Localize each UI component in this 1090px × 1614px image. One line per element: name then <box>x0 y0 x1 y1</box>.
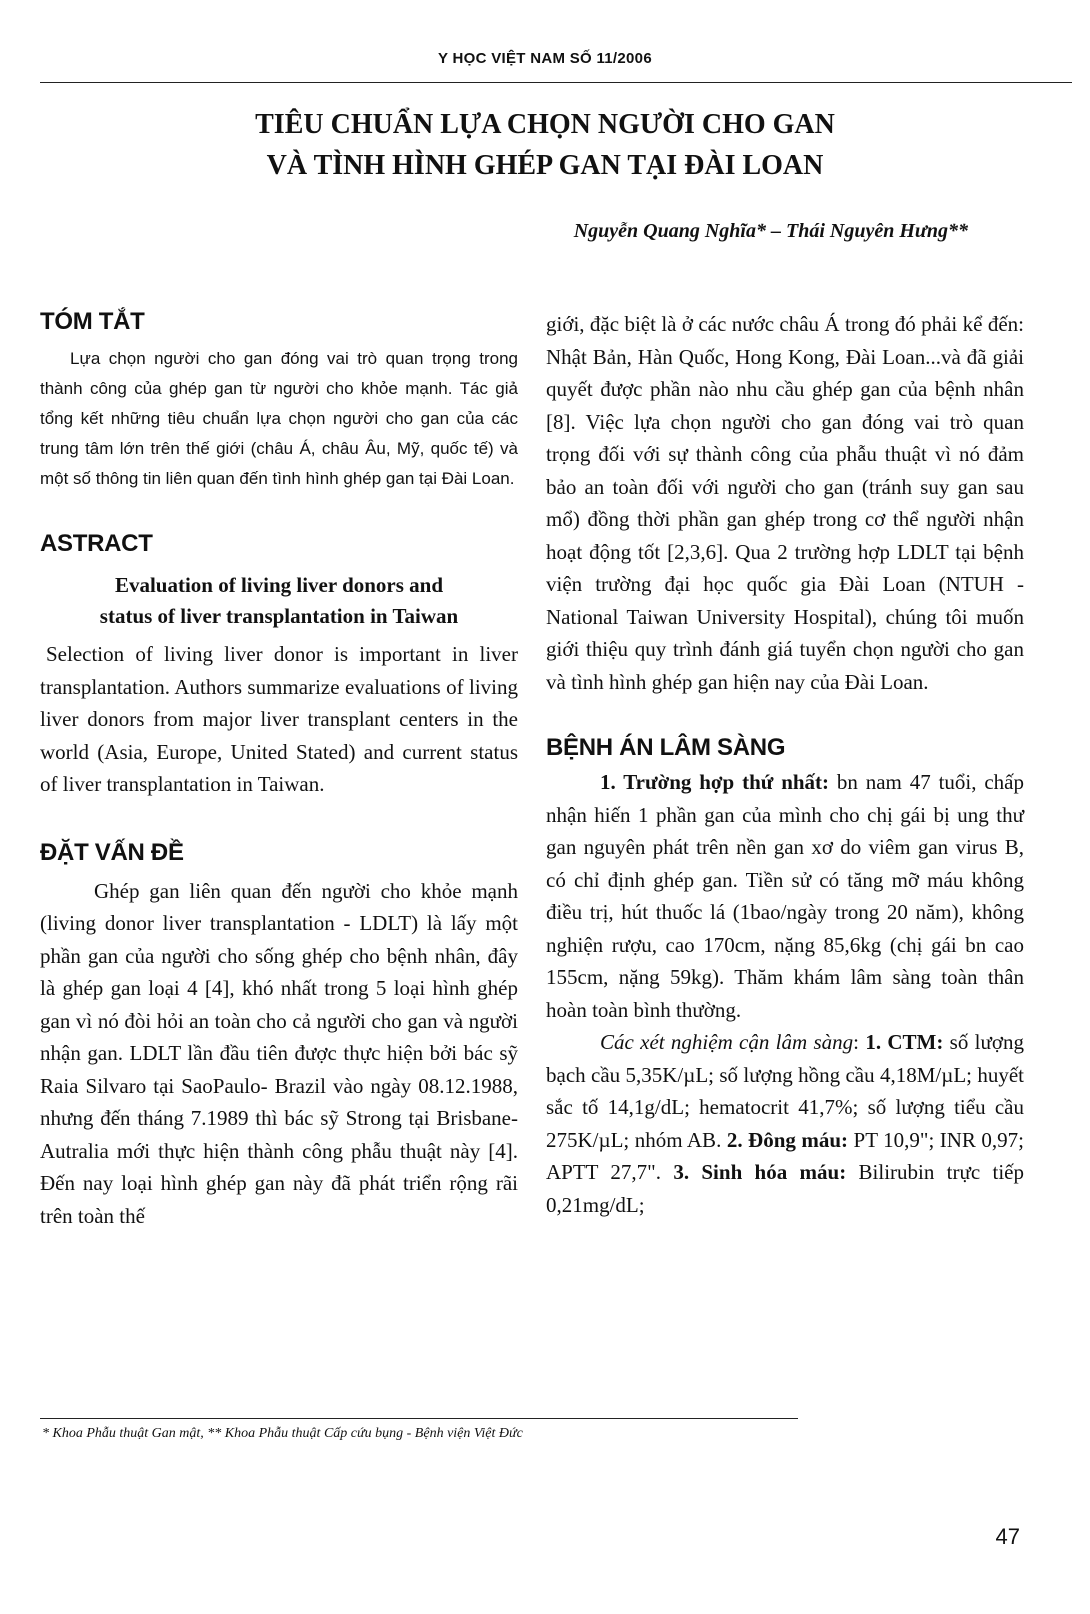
ctm-text: số lượng bạch cầu 5,35K/µL; số lượng hồng cầu 4,18M/µL; huyết sắc tố 14,1g/dL; hematocrit 41,7%; số lượng tiểu cầu 275K/µL; nhóm AB. <box>546 1030 1024 1152</box>
coag-text: PT 10,9"; INR 0,97; APTT 27,7". <box>546 1127 1024 1184</box>
bio-text: Bilirubin trực tiếp 0,21mg/dL; <box>546 1160 1025 1217</box>
intro-text-continued: giới, đặc biệt là ở các nước châu Á trong đó phải kể đến: Nhật Bản, Hàn Quốc, Hong Kong, Đài Loan...và đã giải quyết được phần nào nhu cầu ghép gan của bệnh nhân [8]. Việc lựa chọn người cho gan đóng vai trò quan trọng đối với sự thành công của phẫu thuật vì nó đảm bảo an toàn đối với người cho gan (tránh suy gan sau mổ) đồng thời phần gan ghép trong cơ thể người nhận hoạt động tốt [2,3,6]. Qua 2 trường hợp LDLT tại bệnh viện trường đại học quốc gia Đài Loan (NTUH - National Taiwan University Hospital), chúng tôi muốn giới thiệu quy trình đánh giá tuyển chọn người cho gan và tình hình ghép gan hiện nay của Đài Loan. <box>546 312 1024 694</box>
clinical-heading: BỆNH ÁN LÂM SÀNG <box>546 734 786 761</box>
summary-body: Lựa chọn người cho gan đóng vai trò quan trọng trong thành công của ghép gan từ người cho khỏe mạnh. Tác giả tổng kết những tiêu chuẩn lựa chọn người cho gan của các trung tâm lớn trên thế giới (châu Á, châu Âu, Mỹ, quốc tế) và một số thông tin liên quan đến tình hình ghép gan tại Đài Loan. <box>40 349 518 488</box>
ctm-label: 1. CTM: <box>865 1030 944 1054</box>
journal-header: Y HỌC VIỆT NAM SỐ 11/2006 <box>438 50 652 67</box>
article-title <box>0 104 1090 186</box>
summary-text <box>40 344 518 494</box>
intro-heading: ĐẶT VẤN ĐỀ <box>40 838 184 866</box>
header-rule <box>40 82 1072 83</box>
page-number: 47 <box>995 1524 1020 1549</box>
summary-heading: TÓM TẮT <box>40 308 145 335</box>
left-column <box>40 308 518 1232</box>
case1-text: bn nam 47 tuổi, chấp nhận hiến 1 phần gan của mình cho chị gái bị ung thư gan nguyên phát trên nền gan xơ do viêm gan virus B, có chỉ định ghép gan. Tiền sử có tăng mỡ máu không điều trị, hút thuốc lá (1bao/ngày trong 20 năm), không nghiện rượu, cao 170cm, nặng 85,6kg (chị gái bn cao 155cm, nặng 59kg). Thăm khám lâm sàng toàn thân hoàn toàn bình thường. <box>546 770 1024 1022</box>
title-line-1: TIÊU CHUẨN LỰA CHỌN NGƯỜI CHO GAN <box>255 109 835 140</box>
abstract-title-line-2: status of liver transplantation in Taiwan <box>99 604 459 628</box>
abstract-title-line-1: Evaluation of living liver donors and <box>114 573 444 597</box>
lab-intro: Các xét nghiệm cận lâm sàng <box>600 1030 854 1054</box>
right-column <box>546 308 1024 1221</box>
abstract-title <box>40 570 518 632</box>
title-line-2: VÀ TÌNH HÌNH GHÉP GAN TẠI ĐÀI LOAN <box>266 150 824 181</box>
abstract-heading: ASTRACT <box>40 530 153 557</box>
footnote: * Khoa Phẫu thuật Gan mật, ** Khoa Phẫu thuật Cấp cứu bụng - Bệnh viện Việt Đức <box>42 1426 523 1441</box>
authors: Nguyễn Quang Nghĩa* – Thái Nguyên Hưng** <box>573 220 968 242</box>
case1-paragraph <box>546 766 1024 1026</box>
abstract-text: Selection of living liver donor is important in liver transplantation. Authors summarize evaluations of living liver donors from major liver transplant centers in the world (Asia, Europe, United Stated) and current status of liver transplantation in Taiwan. <box>40 642 518 796</box>
bio-label: 3. Sinh hóa máu: <box>673 1160 847 1184</box>
intro-text: Ghép gan liên quan đến người cho khỏe mạnh (living donor liver transplantation - LDLT) là lấy một phần gan của người cho sống ghép cho bệnh nhân, đây là ghép gan loại 4 [4], khó nhất trong 5 loại hình ghép gan vì nó đòi hỏi an toàn cho cả người cho gan và người nhận gan. LDLT lần đầu tiên được thực hiện bởi bác sỹ Raia Silvaro tại SaoPaulo- Brazil vào ngày 08.12.1988, nhưng đến tháng 7.1989 thì bác sỹ Strong tại Brisbane- Autralia mới thực hiện thành công phẫu thuật này [4]. Đến nay loại hình ghép gan này đã phát triển rộng rãi trên toàn thế <box>40 878 518 1228</box>
lab-colon: : <box>853 1030 866 1054</box>
coag-label: 2. Đông máu: <box>726 1127 849 1152</box>
footnote-rule <box>40 1418 798 1419</box>
case1-label: 1. Trường hợp thứ nhất: <box>600 770 830 794</box>
lab-paragraph <box>546 1026 1024 1221</box>
